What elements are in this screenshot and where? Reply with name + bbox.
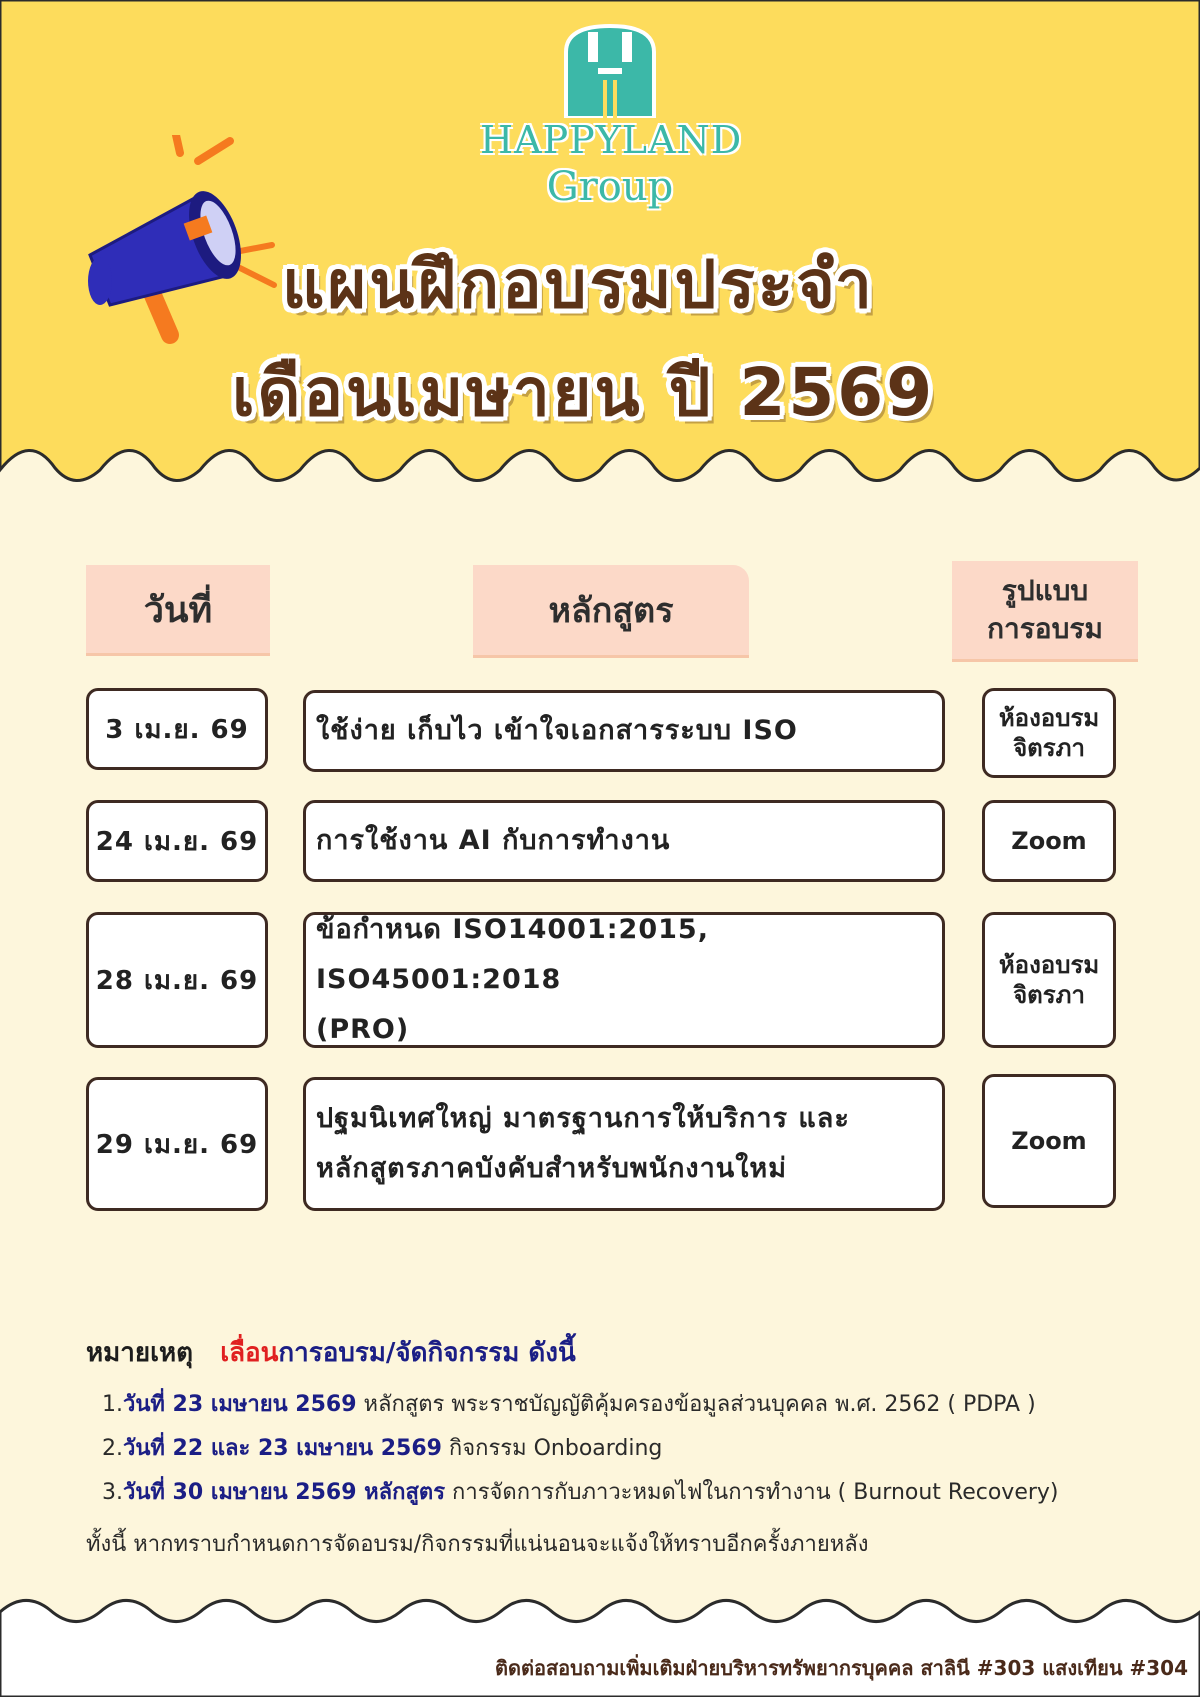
title-line-2: เดือนเมษายน ปี 2569 [232, 354, 936, 431]
note-rest: การอบรม/จัดกิจกรรม ดังนี้ [278, 1338, 576, 1368]
row-3-course: ข้อกำหนด ISO14001:2015, ISO45001:2018 (PRO) [303, 912, 945, 1048]
logo-text-group: Group [546, 164, 674, 210]
row-1-date: 3 เม.ย. 69 [86, 688, 268, 770]
header-course: หลักสูตร [473, 565, 749, 655]
row-2-format: Zoom [982, 800, 1116, 882]
header-date: วันที่ [86, 565, 270, 653]
happyland-logo [480, 22, 743, 222]
row-3-date: 28 เม.ย. 69 [86, 912, 268, 1048]
logo-building-icon [558, 22, 662, 118]
row-2-course: การใช้งาน AI กับการทำงาน [303, 800, 945, 882]
note-closing: ทั้งนี้ หากทราบกำหนดการจัดอบรม/กิจกรรมที่แน่นอนจะแจ้งให้ทราบอีกครั้งภายหลัง [86, 1532, 869, 1557]
note-item-1: 1.วันที่ 23 เมษายน 2569 หลักสูตร พระราชบัญญัติคุ้มครองข้อมูลส่วนบุคคล พ.ศ. 2562 ( PDPA ) [102, 1392, 1036, 1417]
megaphone-icon [80, 135, 280, 355]
header-format: รูปแบบ การอบรม [952, 561, 1138, 659]
footer-contact: ติดต่อสอบถามเพิ่มเติมฝ่ายบริหารทรัพยากรบุคคล สาลินี #303 แสงเทียน #304 [494, 1656, 1188, 1680]
note-postpone: เลื่อน [220, 1338, 279, 1368]
note-item-3: 3.วันที่ 30 เมษายน 2569 หลักสูตร การจัดการกับภาวะหมดไฟในการทำงาน ( Burnout Recovery) [102, 1480, 1059, 1505]
row-1-format: ห้องอบรม จิตรภา [982, 688, 1116, 778]
row-1-course: ใช้ง่าย เก็บไว เข้าใจเอกสารระบบ ISO [303, 690, 945, 772]
logo-text-happyland: HAPPYLAND [480, 118, 743, 162]
title-line-1: แผนฝึกอบรมประจำ [282, 246, 875, 323]
note-label: หมายเหตุ [86, 1338, 194, 1368]
note-item-2: 2.วันที่ 22 และ 23 เมษายน 2569 กิจกรรม Onboarding [102, 1436, 663, 1461]
row-4-date: 29 เม.ย. 69 [86, 1077, 268, 1211]
note-heading [86, 1332, 576, 1373]
row-3-format: ห้องอบรม จิตรภา [982, 912, 1116, 1048]
row-4-course: ปฐมนิเทศใหญ่ มาตรฐานการให้บริการ และ หลักสูตรภาคบังคับสำหรับพนักงานใหม่ [303, 1077, 945, 1211]
row-4-format: Zoom [982, 1074, 1116, 1208]
row-2-date: 24 เม.ย. 69 [86, 800, 268, 882]
